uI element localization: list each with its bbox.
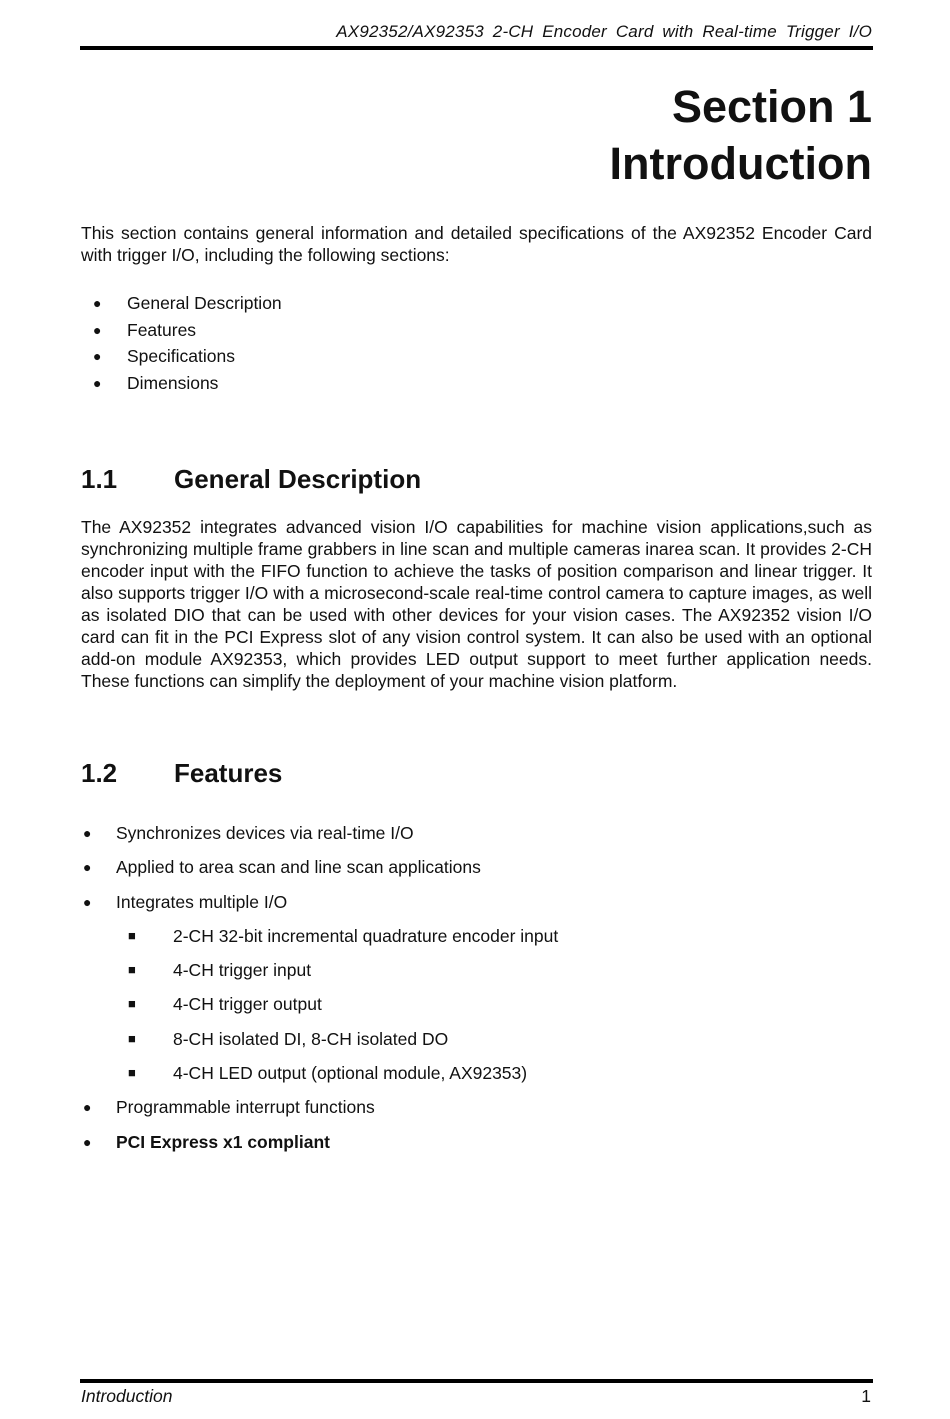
square-bullet-icon: ■ [128,1065,136,1081]
list-item-text: 4-CH LED output (optional module, AX92353) [173,1063,528,1084]
list-item [81,1091,558,1125]
list-item-text: General Description [127,293,282,313]
list-item [81,290,282,317]
square-bullet-icon: ■ [128,962,136,978]
list-item-text: Synchronizes devices via real-time I/O [116,823,414,843]
footer-rule [80,1379,873,1383]
list-item-text: Programmable interrupt functions [116,1097,375,1118]
bullet-icon: ● [83,825,92,841]
features-heading [81,757,282,789]
list-item [81,817,558,851]
heading-text: General Description [174,464,422,494]
heading-text: Features [174,758,283,788]
bullet-icon: ● [83,859,92,876]
square-bullet-icon: ■ [128,1030,136,1046]
general-description-paragraph: The AX92352 integrates advanced vision I/O capabilities for machine vision applications,such as synchronizing multiple frame grabbers in line scan and multiple cameras inarea scan. It provides 2-CH encoder input with the FIFO function to achieve the tasks of position comparison and linear trigger. It also supports trigger I/O with a microsecond-scale real-time control camera to capture images, as well as isolated DIO that can be used with other devices for your vision cases. The AX92352 vision I/O card can fit in the PCI Express slot of any vision control system. It can also be used with an optional add-on module AX92353, which provides LED output support to meet further application needs. These functions can simplify the deployment of your machine vision platform. [81,517,872,691]
footer-chapter-title: Introduction [81,1386,173,1406]
list-item-text: 4-CH trigger input [173,960,312,981]
list-item-text: Features [127,319,197,340]
list-item [81,370,282,397]
header-rule [80,46,873,50]
sub-list-item [81,1023,558,1057]
list-item-text: 8-CH isolated DI, 8-CH isolated DO [173,1028,449,1049]
square-bullet-icon: ■ [128,996,136,1012]
bullet-icon: ● [83,1099,92,1116]
heading-number: 1.1 [81,464,118,494]
list-item-text: 2-CH 32-bit incremental quadrature encoder input [173,925,559,946]
list-item-text: Dimensions [127,373,219,394]
intro-paragraph: This section contains general information and detailed specifications of the AX92352 Encoder Card with trigger I/O, including the following sections: [81,223,872,265]
sub-list-item [81,988,558,1022]
section-number-label: Section 1 [671,81,872,132]
sub-list-item [81,954,558,988]
bullet-icon: ● [93,375,102,392]
list-item [81,851,558,885]
intro-section-list [81,290,282,397]
bullet-icon: ● [93,348,102,365]
sub-list-item [81,1057,558,1091]
heading-number: 1.2 [81,758,118,788]
bullet-icon: ● [93,295,102,311]
list-item [81,317,282,344]
list-item-text: Applied to area scan and line scan applications [116,857,481,878]
section-title [80,78,872,192]
list-item-text: Specifications [127,346,235,367]
running-header: AX92352/AX92353 2-CH Encoder Card with Real-time Trigger I/O [336,22,872,41]
list-item [81,886,558,920]
bullet-icon: ● [83,893,92,910]
features-list [81,817,558,1160]
list-item [81,343,282,370]
bullet-icon: ● [83,1133,92,1150]
list-item-text: 4-CH trigger output [173,994,322,1015]
page-number: 1 [861,1386,871,1406]
list-item-text: PCI Express x1 compliant [116,1131,330,1152]
sub-list-item [81,920,558,954]
square-bullet-icon: ■ [128,927,136,943]
bullet-icon: ● [93,321,102,338]
list-item-text: Integrates multiple I/O [116,891,288,912]
general-description-heading [81,463,421,495]
list-item [81,1126,558,1160]
section-heading: Introduction [609,138,872,189]
